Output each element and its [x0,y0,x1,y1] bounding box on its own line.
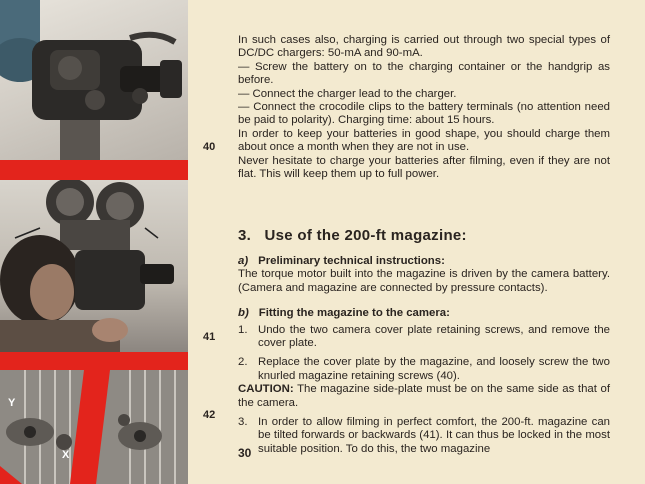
figure-number-40: 40 [203,141,216,153]
red-band-1 [0,160,188,180]
list-item-number: 1. [238,323,248,336]
paragraph-charging-intro: In such cases also, charging is carried out through two special types of DC/DC chargers: 50-mA and 90-mA. [238,34,610,60]
subsection-a-text: The torque motor built into the magazine is driven by the camera battery. (Camera and magazine are connected by pressure contacts). [238,268,610,294]
caution-text: The magazine side-plate must be on the same side as that of the camera. [238,383,610,409]
subsection-a-heading [238,255,610,268]
list-item-number: 3. [238,415,248,428]
photo-label-x: X [62,449,70,461]
subsection-b-letter: b) [238,307,249,320]
list-item-text: Replace the cover plate by the magazine, and loosely screw the two knurled magazine retaining screws (40). [258,356,610,382]
camera-photo-42 [0,370,188,484]
figure-number-41: 41 [203,331,216,343]
paragraph-connect-lead: — Connect the charger lead to the charger. [238,87,457,100]
photo-label-y: Y [8,397,16,409]
camera-photo-41 [0,180,188,352]
section-number: 3. [238,227,252,245]
red-band-2 [0,352,188,370]
subsection-a-title: Preliminary technical instructions: [258,254,445,267]
section-heading [238,227,610,245]
camera-illustration [0,0,188,160]
subsection-b-title: Fitting the magazine to the camera: [258,307,450,320]
list-item-text: Undo the two camera cover plate retaining screws, and remove the cover plate. [258,323,610,349]
page-number: 30 [238,446,252,460]
caution-note [238,383,610,410]
section-title: Use of the 200-ft magazine: [264,227,467,245]
photo-column [0,0,188,484]
camera-photo-40 [0,0,188,160]
magazine-detail-illustration [0,370,188,484]
paragraph-connect-clips: — Connect the crocodile clips to the battery terminals (no attention need be paid to polarity). Charging time: about 15 hours. [238,101,610,127]
subsection-b-heading [238,307,610,320]
list-item-text: In order to allow filming in perfect comfort, the 200-ft. magazine can be tilted forwards or backwards (41). It can thus be locked in the most suitable position. To do this, the two magazine [258,415,610,455]
main-text [238,34,610,456]
caution-label: CAUTION: [238,383,294,396]
paragraph-screw-battery: — Screw the battery on to the charging container or the handgrip as before. [238,60,610,87]
list-item-number: 2. [238,356,248,369]
paragraph-battery-care: In order to keep your batteries in good shape, you should charge them about once a month when they are not in use. [238,127,610,154]
list-item [238,416,610,456]
operator-illustration [0,180,188,352]
figure-number-42: 42 [203,409,216,421]
list-item [238,324,610,351]
paragraph-charge-after-filming: Never hesitate to charge your batteries after filming, even if they are not flat. This will keep them up to full power. [238,154,610,181]
subsection-a-letter: a) [238,254,249,267]
list-item [238,356,610,383]
